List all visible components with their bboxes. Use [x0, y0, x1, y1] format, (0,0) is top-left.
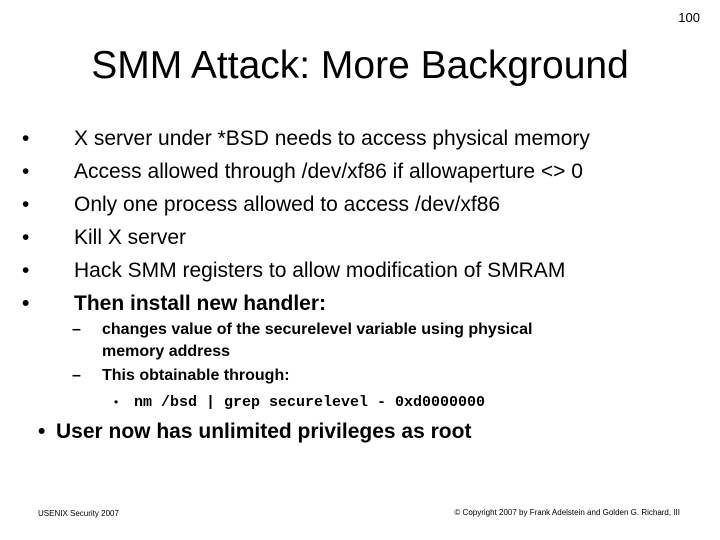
sub-bullet-text: This obtainable through: — [102, 367, 290, 384]
bullet-dot: • — [22, 127, 30, 150]
footer-left: USENIX Security 2007 — [38, 509, 119, 518]
bullet-dot: • — [114, 395, 119, 409]
bullet-dot: • — [22, 292, 30, 315]
slide-title: SMM Attack: More Background — [91, 44, 629, 87]
bullet-dot: • — [22, 226, 30, 249]
page-number: 100 — [678, 10, 700, 25]
bullet-dot: • — [22, 160, 30, 183]
bullet-text: X server under *BSD needs to access physical memory — [74, 127, 590, 150]
sub-bullet-text: changes value of the securelevel variable using physical — [102, 321, 533, 338]
command-text: nm /bsd | grep securelevel - 0xd0000000 — [134, 394, 486, 411]
bullet-dot: • — [22, 259, 30, 282]
bullet-text: Kill X server — [74, 226, 187, 249]
command-bullet — [114, 393, 485, 411]
final-bullet — [38, 420, 471, 444]
final-bullet-text: User now has unlimited privileges as root — [56, 420, 472, 443]
bullet-text: Only one process allowed to access /dev/xf86 — [74, 193, 501, 216]
dash-mark: – — [72, 367, 81, 384]
bullet-dot: • — [38, 420, 46, 443]
bullet-text: Access allowed through /dev/xf86 if allowaperture <> 0 — [74, 160, 583, 183]
sub-bullet-text: memory address — [102, 343, 231, 360]
bullet-dot: • — [22, 193, 30, 216]
dash-mark: – — [72, 321, 81, 338]
footer-copyright: © Copyright 2007 by Frank Adelstein and Golden G. Richard, III — [454, 508, 680, 517]
bullet-text: Hack SMM registers to allow modification of SMRAM — [74, 259, 566, 282]
bullet-text: Then install new handler: — [74, 292, 327, 315]
